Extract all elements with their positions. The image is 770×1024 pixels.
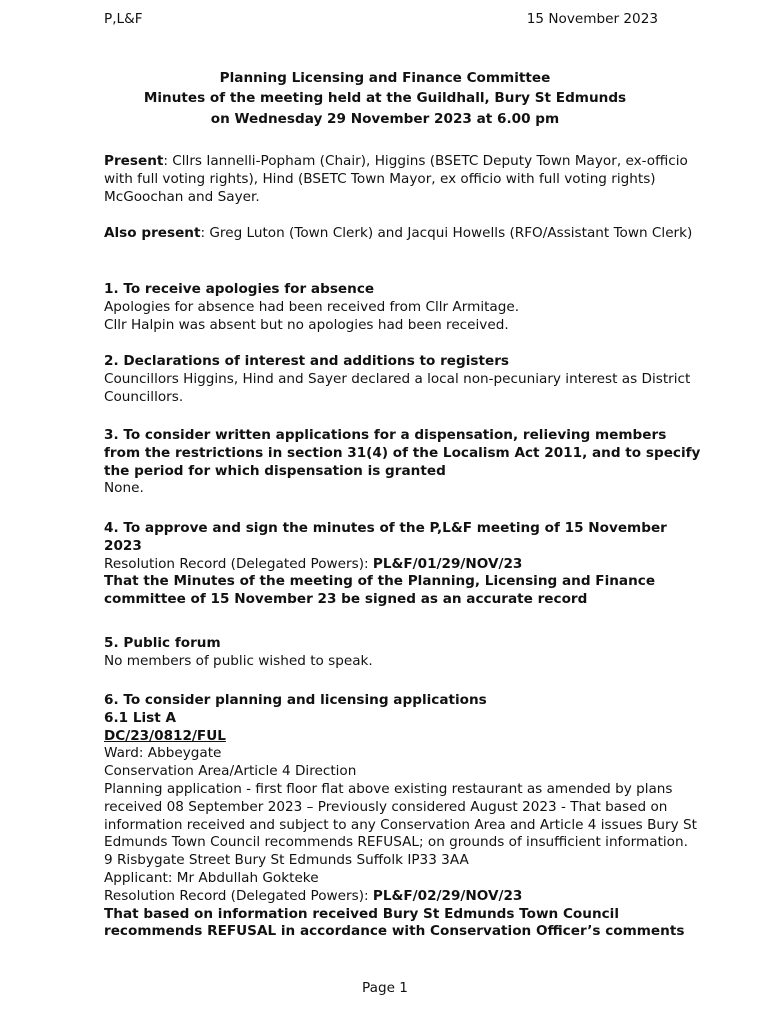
item-4-resolution-label: Resolution Record (Delegated Powers): [104, 555, 373, 572]
item-5-text: No members of public wished to speak. [104, 652, 373, 669]
present-text: : Cllrs Iannelli-Popham (Chair), Higgins (BSETC Deputy Town Mayor, ex-officio with full voting rights), Hind (BSETC Town Mayor, ex officio with full voting rights) McGoochan and Sayer. [104, 153, 688, 205]
item-1-line-1: Apologies for absence had been received from Cllr Armitage. [104, 298, 520, 315]
item-2-text: Councillors Higgins, Hind and Sayer declared a local non-pecuniary interest as District Councillors. [104, 370, 691, 405]
item-4-section [104, 520, 704, 609]
item-2-section [104, 353, 704, 406]
item-6-resolution-ref: PL&F/02/29/NOV/23 [372, 887, 523, 904]
item-1-heading: 1. To receive apologies for absence [104, 281, 375, 297]
item-1-section [104, 281, 704, 334]
page-number: Page 1 [362, 980, 408, 996]
item-5-heading: 5. Public forum [104, 635, 221, 651]
header-date: 15 November 2023 [526, 11, 658, 27]
application-reference: DC/23/0812/FUL [104, 727, 226, 744]
item-6-subheading: 6.1 List A [104, 709, 176, 726]
item-3-text: None. [104, 480, 144, 497]
title-line-1: Planning Licensing and Finance Committee [219, 70, 551, 86]
item-3-section [104, 427, 704, 498]
item-6-resolution-label: Resolution Record (Delegated Powers): [104, 887, 373, 904]
item-5-section [104, 635, 704, 671]
application-description: Planning application - first floor flat above existing restaurant as amended by plans received 08 September 2023 – Previously considered August 2023 - That based on information received and subject to any Conservation Area and Article 4 issues Bury St Edmunds Town Council recommends REFUSAL; on grounds of insufficient information. [104, 780, 697, 851]
also-present-section [104, 225, 704, 243]
item-4-heading: 4. To approve and sign the minutes of the P,L&F meeting of 15 November 2023 [104, 520, 667, 554]
title-line-2: Minutes of the meeting held at the Guildhall, Bury St Edmunds [143, 90, 627, 107]
item-1-line-2: Cllr Halpin was absent but no apologies had been received. [104, 316, 509, 333]
application-ward: Ward: Abbeygate [104, 745, 222, 762]
item-4-resolution-ref: PL&F/01/29/NOV/23 [372, 555, 523, 572]
application-applicant: Applicant: Mr Abdullah Gokteke [104, 869, 319, 886]
item-2-heading: 2. Declarations of interest and additions to registers [104, 353, 510, 369]
also-present-text: : Greg Luton (Town Clerk) and Jacqui Howells (RFO/Assistant Town Clerk) [200, 225, 693, 241]
item-6-heading: 6. To consider planning and licensing applications [104, 692, 487, 708]
also-present-label: Also present [104, 225, 201, 241]
item-4-resolution-text: That the Minutes of the meeting of the Planning, Licensing and Finance committee of 15 November 23 be signed as an accurate record [104, 573, 656, 608]
header-committee-abbrev: P,L&F [104, 11, 143, 27]
application-conservation: Conservation Area/Article 4 Direction [104, 763, 357, 780]
present-section [104, 153, 704, 206]
item-6-section [104, 692, 704, 941]
document-title [0, 68, 770, 129]
application-address: 9 Risbygate Street Bury St Edmunds Suffolk IP33 3AA [104, 852, 469, 869]
present-label: Present [104, 153, 164, 169]
item-3-heading: 3. To consider written applications for a dispensation, relieving members from the restrictions in section 31(4) of the Localism Act 2011, and to specify the period for which dispensation is granted [104, 427, 701, 479]
title-line-3: on Wednesday 29 November 2023 at 6.00 pm [210, 110, 560, 127]
item-6-resolution-text: That based on information received Bury St Edmunds Town Council recommends REFUSAL in accordance with Conservation Officer’s comments [104, 905, 685, 940]
